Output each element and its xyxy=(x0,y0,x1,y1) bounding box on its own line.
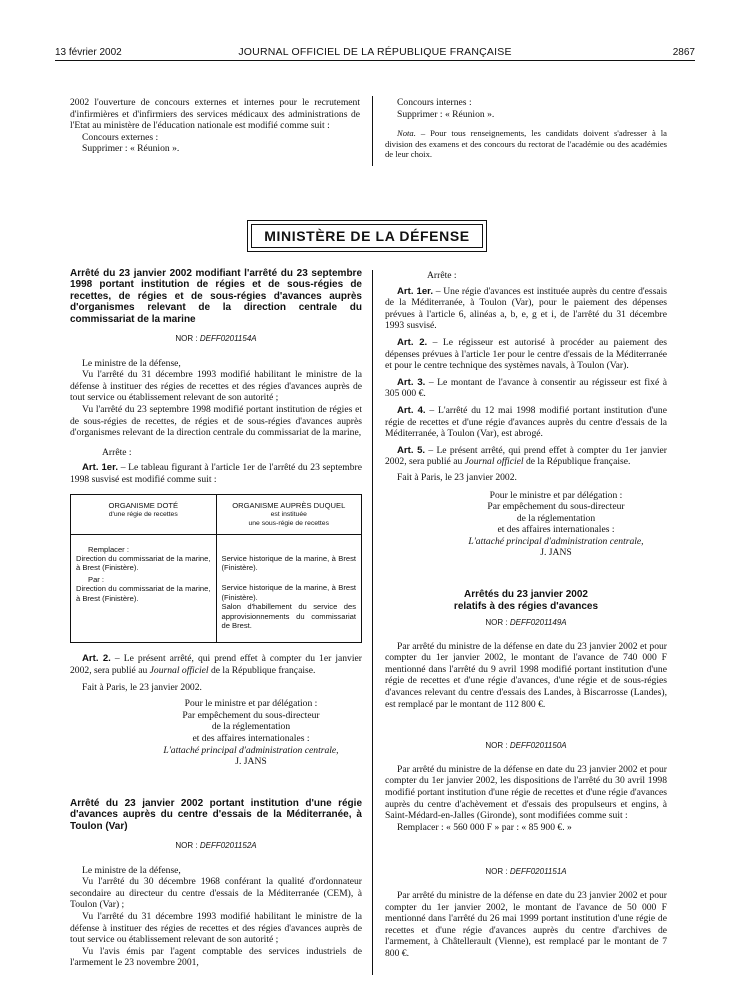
paragraph: Concours externes : xyxy=(82,131,159,143)
journal-name: Journal officiel xyxy=(149,665,209,676)
article-label: Art. 5. xyxy=(397,444,426,456)
header-line: ORGANISME AUPRÈS DUQUEL xyxy=(232,500,346,510)
article-1 xyxy=(70,462,362,485)
fait: Fait à Paris, le 23 janvier 2002. xyxy=(82,681,202,693)
signature-line: L'attaché principal d'administration centrale, xyxy=(468,535,644,547)
article-label: Art. 4. xyxy=(397,404,426,416)
nor-code: DEFF0201150A xyxy=(509,741,567,751)
header-line: une sous-régie de recettes xyxy=(248,519,329,527)
article-1 xyxy=(385,286,667,332)
nor-label: NOR : xyxy=(485,741,510,751)
top-right-column xyxy=(385,97,667,159)
cell-value: Service historique de la marine, à Brest (Finistère). xyxy=(221,583,356,602)
article-4 xyxy=(385,405,667,440)
signature-block xyxy=(385,490,667,560)
nor-label: NOR : xyxy=(485,618,510,628)
paragraph: Vu l'arrêté du 31 décembre 1993 modifié habilitant le ministre de la défense à instituer des régies de recettes et des régies d'avances auprès de tout service ou établissement relevant de son autorité ; xyxy=(70,369,362,404)
ministry-heading-box xyxy=(247,220,487,252)
article-text: – Le tableau figurant à l'article 1er de l'arrêté du 23 septembre 1998 susvisé est modifié comme suit : xyxy=(70,462,362,485)
signature-line: de la réglementation xyxy=(516,512,596,524)
article-text: – Le présent arrêté, qui prend effet à compter du 1er janvier 2002, sera publié au xyxy=(385,444,667,468)
table-row xyxy=(71,534,362,643)
cell-value: Service historique de la marine, à Brest (Finistère). xyxy=(221,553,356,572)
header-line: d'une régie de recettes xyxy=(108,510,178,518)
nor-code: DEFF0201154A xyxy=(199,334,257,344)
paragraph: Le ministre de la défense, xyxy=(82,864,181,876)
paragraph: Vu l'avis émis par l'agent comptable des services industriels de l'armement le 23 novembre 2001, xyxy=(70,945,362,969)
table-cell xyxy=(216,534,362,643)
signature-line: Pour le ministre et par délégation : xyxy=(184,698,318,710)
header-line: est instituée xyxy=(270,510,307,518)
article-label: Art. 1er. xyxy=(397,285,434,297)
paragraph: Vu l'arrêté du 30 décembre 1968 conférant la qualité d'ordonnateur secondaire au directeur du centre d'essais de la Méditerranée (CEM), à Toulon (Var) ; xyxy=(70,876,362,911)
issue-date: 13 février 2002 xyxy=(55,47,122,58)
signature-line: Par empêchement du sous-directeur xyxy=(487,501,625,513)
title-line: relatifs à des régies d'avances xyxy=(453,601,599,613)
arrete: Arrête : xyxy=(427,270,457,281)
nota xyxy=(385,128,667,159)
journal-name: Journal officiel xyxy=(464,456,524,468)
article-text: – Le montant de l'avance à consentir au régisseur est fixé à 305 000 €. xyxy=(385,376,667,400)
paragraph: Le ministre de la défense, xyxy=(82,357,181,369)
cell-label: Remplacer : xyxy=(88,544,129,554)
nor-label: NOR : xyxy=(485,867,510,877)
signature-line: Par empêchement du sous-directeur xyxy=(182,709,320,721)
article-text: – Le régisseur est autorisé à procéder au paiement des dépenses prévues à l'article 1er pour le centre d'essais de la Méditerranée et pour le centre technique des systèmes navals, à Toulon (Var). xyxy=(385,336,667,372)
journal-title: JOURNAL OFFICIEL DE LA RÉPUBLIQUE FRANÇAISE xyxy=(238,46,512,58)
left-column xyxy=(70,268,362,969)
cell-value: Salon d'habillement du service des approvisionnements du commissariat de Brest. xyxy=(221,602,356,630)
signature-line: et des affaires internationales : xyxy=(497,524,615,536)
article-label: Art. 1er. xyxy=(82,462,119,474)
article-text: – L'arrêté du 12 mai 1998 modifié portant institution d'une régie de recettes et d'une régie d'avances auprès du centre d'essais de la Méditerranée, à Toulon (Var), est abrogé. xyxy=(385,404,667,440)
decree2-nor xyxy=(70,840,362,852)
paragraph: Vu l'arrêté du 31 décembre 1993 modifié habilitant le ministre de la défense à instituer des régies de recettes et des régies d'avances auprès de tout service ou établissement relevant de son autorité ; xyxy=(70,910,362,946)
top-left-column xyxy=(70,97,360,155)
table-header-aupres xyxy=(216,494,362,534)
article-text: – Le présent arrêté, qui prend effet à compter du 1er janvier 2002, sera publié au xyxy=(70,653,362,676)
signatory: J. JANS xyxy=(540,547,572,559)
table-cell xyxy=(71,534,217,643)
paragraph: Par arrêté du ministre de la défense en date du 23 janvier 2002 et pour compter du 1er janvier 2002, le montant de l'avance de 50 000 F mentionné dans l'arrêté du 26 mai 1999 portant institution d'une régie de recettes et d'une régie d'avances auprès du centre d'archives de l'armement, à Châtellerault (Vienne), est remplacé par le montant de 7 800 €. xyxy=(385,889,667,959)
article-2 xyxy=(70,653,362,676)
article-text: – Une régie d'avances est instituée auprès du centre d'essais de la Méditerranée, à Toulon (Var), pour le paiement des dépenses prévues à l'article 6, alinéas a, b, e, g et i, de l'arrêté du 31 décembre 1993 susvisé. xyxy=(385,285,667,332)
paragraph: 2002 l'ouverture de concours externes et internes pour le recrutement d'infirmières et d'infirmiers des services médicaux des administrations de l'Etat au ministère de l'éducation nationale est modifié comme suit : xyxy=(70,97,360,132)
arrete: Arrête : xyxy=(102,446,132,458)
paragraph: Remplacer : « 560 000 F » par : « 85 900 €. » xyxy=(397,821,572,833)
paragraph: Par arrêté du ministre de la défense en date du 23 janvier 2002 et pour compter du 1er janvier 2002, le montant de l'avance de 740 000 F mentionné dans l'arrêté du 9 avril 1998 modifié portant institution d'une régie de recettes et d'une régie d'avances, d'une régie et de sous-régies d'avances relevant du centre d'essais des Landes, à Biscarrosse (Landes), est remplacé par le montant de 112 800 €. xyxy=(385,640,667,710)
nor-code: DEFF0201151A xyxy=(509,867,567,877)
paragraph: Supprimer : « Réunion ». xyxy=(82,143,180,155)
decree1-title: Arrêté du 23 janvier 2002 modifiant l'arrêté du 23 septembre 1998 portant institution de régies et de sous-régies de recettes, de régies et de sous-régies d'avances auprès d'organismes relevant de la direction centrale du commissariat de la marine xyxy=(70,268,362,325)
column-divider xyxy=(372,270,373,975)
paragraph: Supprimer : « Réunion ». xyxy=(397,108,495,120)
nor-code: DEFF0201149A xyxy=(509,618,567,628)
signatory: J. JANS xyxy=(235,756,267,768)
paragraph: Concours internes : xyxy=(397,97,472,108)
article-3 xyxy=(385,377,667,400)
header-line: ORGANISME DOTÉ xyxy=(108,500,179,510)
signature-line: de la réglementation xyxy=(211,721,291,733)
nor-code: DEFF0201152A xyxy=(199,840,257,850)
cell-label: Par : xyxy=(88,574,105,584)
signature-line: et des affaires internationales : xyxy=(192,732,310,744)
article-5 xyxy=(385,445,667,468)
signature-block xyxy=(70,698,362,768)
article-text: de la République française. xyxy=(208,665,316,676)
column-divider xyxy=(372,96,373,166)
right-column xyxy=(385,270,667,960)
signature-line: L'attaché principal d'administration centrale, xyxy=(163,744,339,756)
article-label: Art. 2. xyxy=(82,653,111,665)
cell-value: Direction du commissariat de la marine, à Brest (Finistère). xyxy=(76,553,211,573)
nor-3 xyxy=(385,866,667,878)
paragraph: Vu l'arrêté du 23 septembre 1998 modifié portant institution de régies et de sous-régies de recettes, de régies et de sous-régies d'avances auprès d'organismes relevant de la direction centrale du commissariat de la marine, xyxy=(70,404,362,439)
decrees3-title xyxy=(385,589,667,613)
article-2 xyxy=(385,337,667,372)
decree1-nor xyxy=(70,333,362,345)
nor-1 xyxy=(385,617,667,629)
nor-label: NOR : xyxy=(175,334,200,344)
title-line: Arrêtés du 23 janvier 2002 xyxy=(464,589,588,601)
article-label: Art. 2. xyxy=(397,336,428,348)
nor-label: NOR : xyxy=(175,840,200,850)
article-text: de la République française. xyxy=(523,456,631,468)
table-header-organisme xyxy=(71,494,217,534)
nota-label: Nota. xyxy=(397,128,416,139)
cell-value: Direction du commissariat de la marine, à Brest (Finistère). xyxy=(76,584,211,603)
fait: Fait à Paris, le 23 janvier 2002. xyxy=(397,471,517,483)
decree2-title: Arrêté du 23 janvier 2002 portant institution d'une régie d'avances auprès du centre d'essais de la Méditerranée, à Toulon (Var) xyxy=(70,797,362,832)
article-label: Art. 3. xyxy=(397,376,426,388)
running-header xyxy=(55,43,695,59)
ministry-heading: MINISTÈRE DE LA DÉFENSE xyxy=(251,224,483,248)
header-rule xyxy=(55,60,695,61)
signature-line: Pour le ministre et par délégation : xyxy=(489,489,623,501)
page-number: 2867 xyxy=(672,47,695,58)
regie-table xyxy=(70,494,362,644)
paragraph: Par arrêté du ministre de la défense en date du 23 janvier 2002 et pour compter du 1er janvier 2002, les dispositions de l'arrêté du 30 avril 1998 modifié portant institution d'une régie de recettes et d'une régie d'avances auprès du centre d'achèvement et d'essais des propulseurs et engins, à Saint-Médard-en-Jalles (Gironde), sont modifiées comme suit : xyxy=(385,763,667,822)
nota-text: – Pour tous renseignements, les candidats doivent s'adresser à la division des examens et des concours du rectorat de l'académie ou des académies de leur choix. xyxy=(385,128,667,159)
nor-2 xyxy=(385,740,667,752)
